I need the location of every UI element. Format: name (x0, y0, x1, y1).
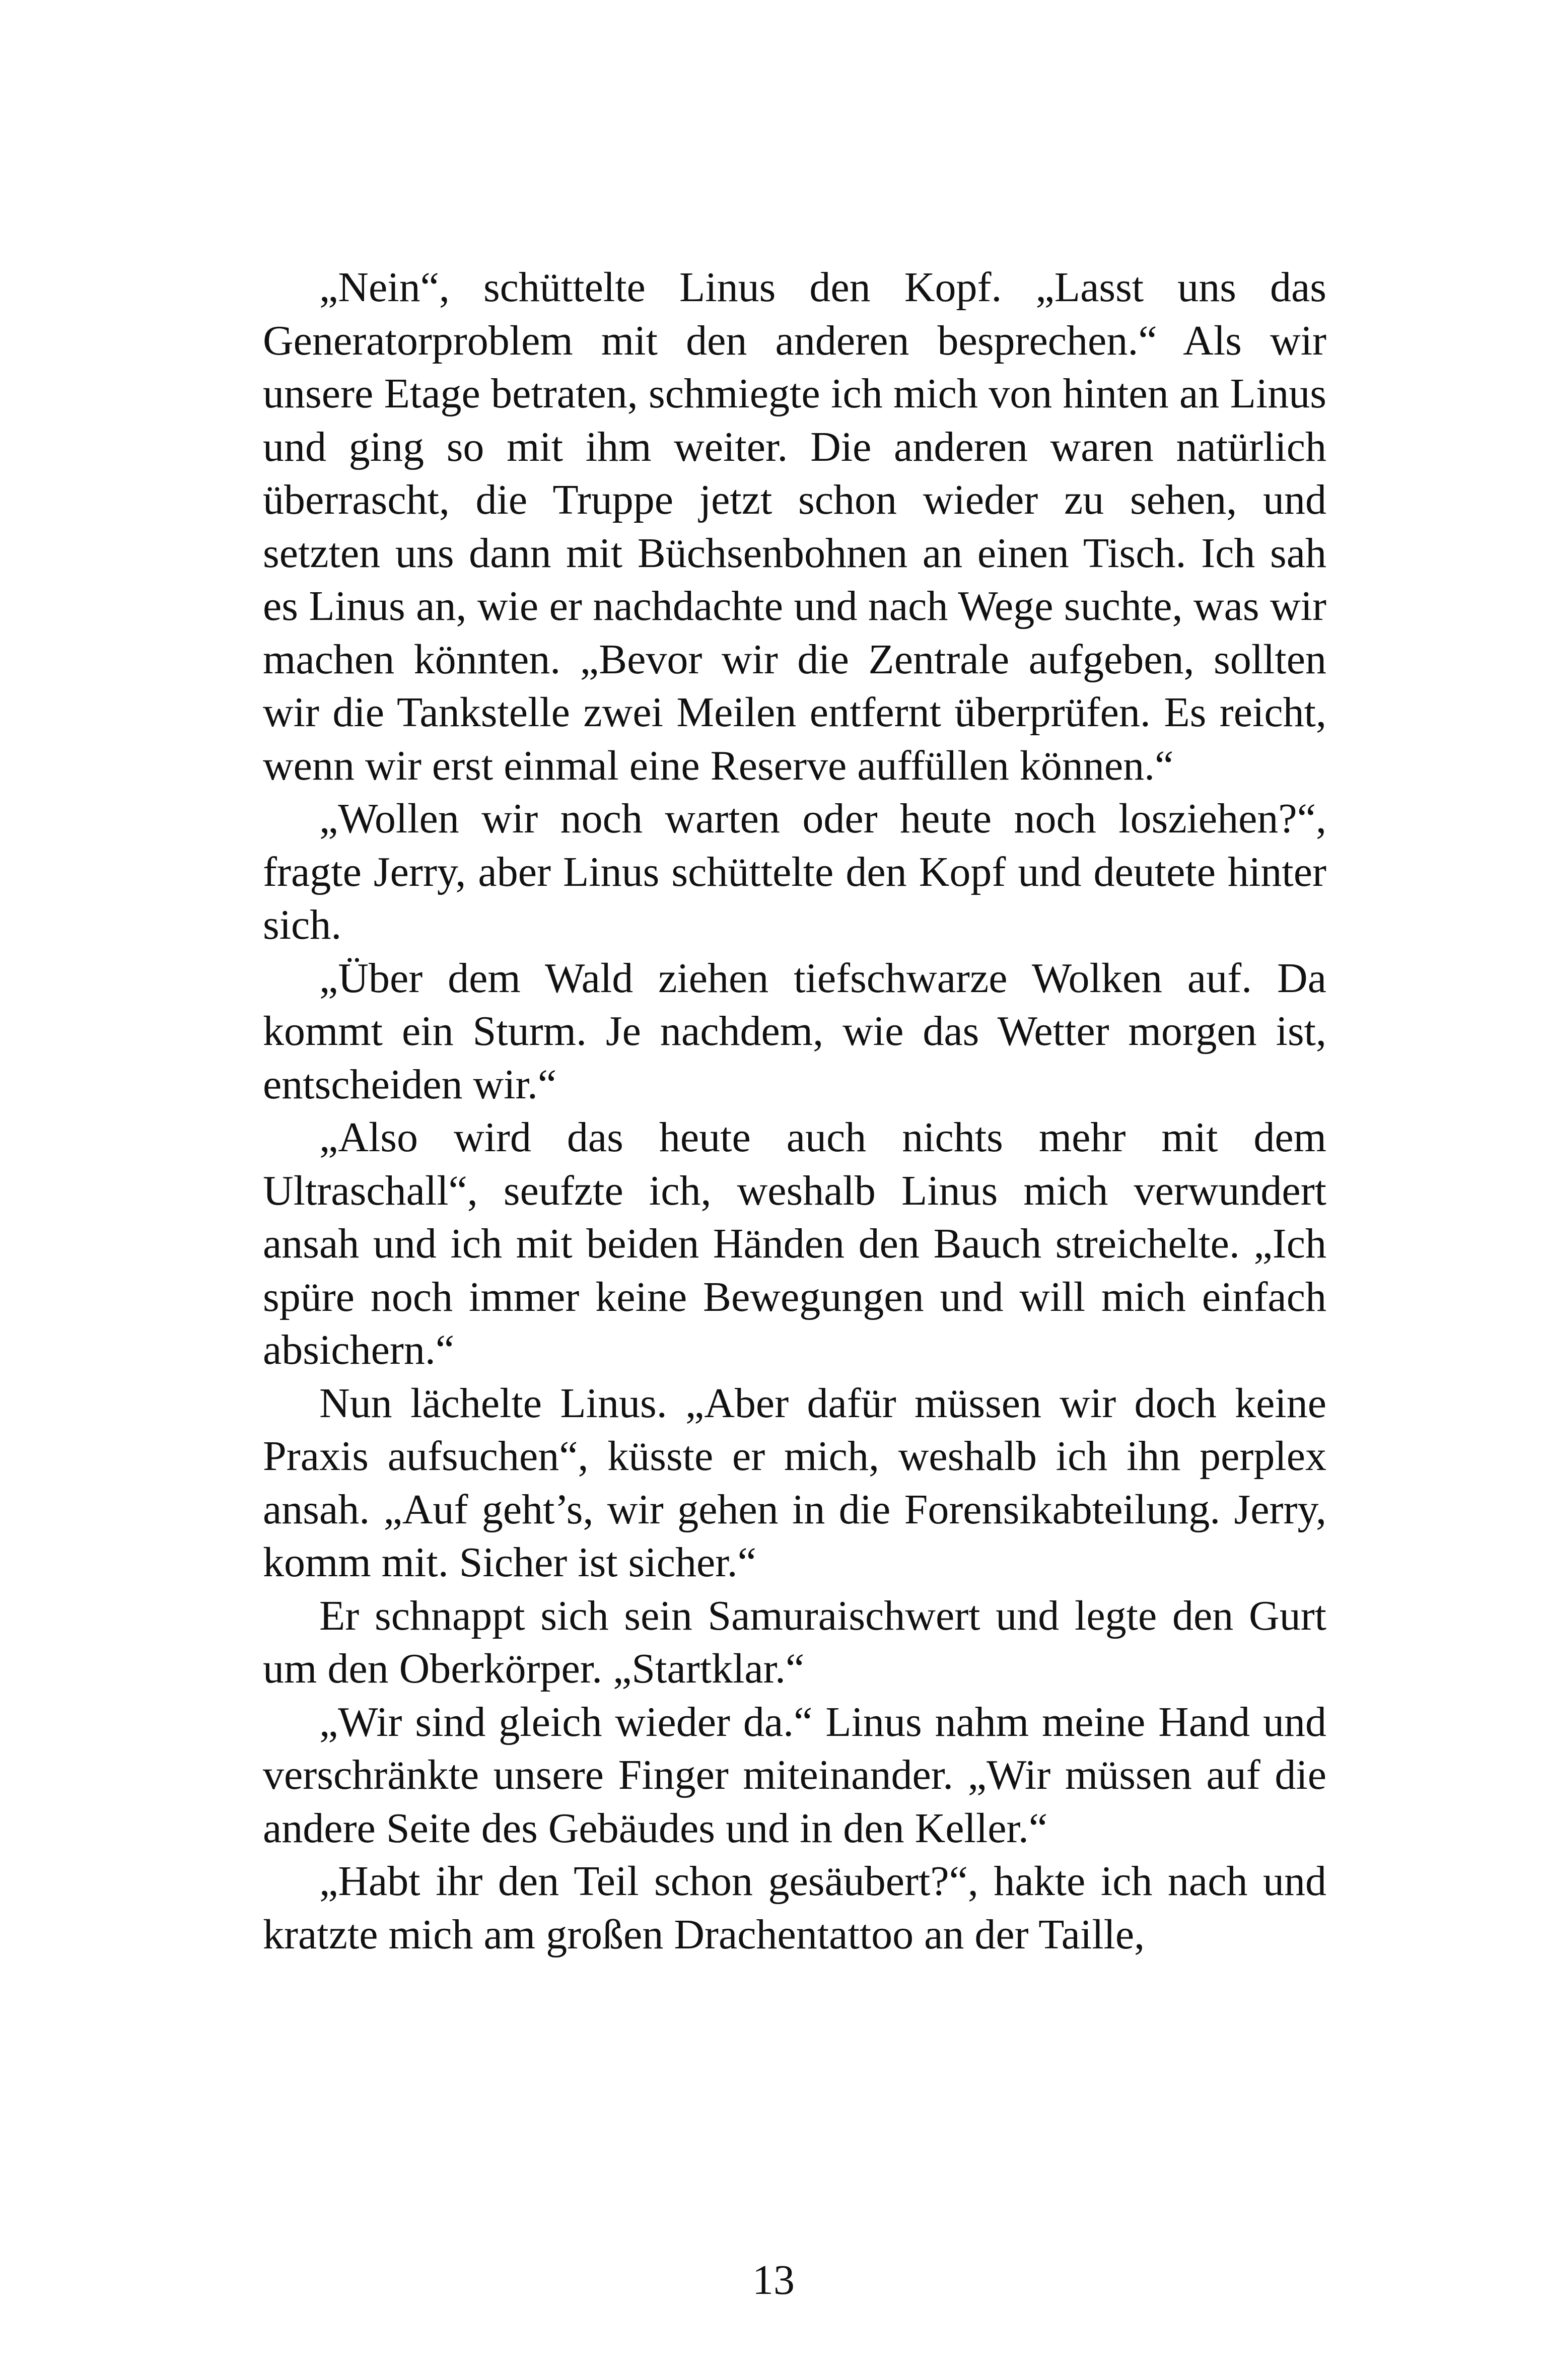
paragraph: Nun lächelte Linus. „Aber dafür müssen wir doch keine Praxis aufsuchen“, küsste er mich, weshalb ich ihn perplex ansah. „Auf geht’s, wir gehen in die Forensikabteilung. Jerry, komm mit. Sicher ist sicher.“ (263, 1379, 1326, 1586)
page-number: 13 (752, 2257, 795, 2303)
paragraph: „Wollen wir noch warten oder heute noch losziehen?“, fragte Jerry, aber Linus schüttelte den Kopf und deutete hinter sich. (263, 795, 1326, 948)
paragraph: „Über dem Wald ziehen tiefschwarze Wolken auf. Da kommt ein Sturm. Je nachdem, wie das Wetter morgen ist, entscheiden wir.“ (263, 954, 1326, 1108)
paragraph: „Nein“, schüttelte Linus den Kopf. „Lasst uns das Generatorproblem mit den anderen besprechen.“ Als wir unsere Etage betraten, schmiegte ich mich von hinten an Linus und ging so mit ihm weiter. Die anderen waren natürlich überrascht, die Truppe jetzt schon wieder zu sehen, und setzten uns dann mit Büchsenbohnen an einen Tisch. Ich sah es Linus an, wie er nachdachte und nach Wege suchte, was wir machen könnten. „Bevor wir die Zentrale aufgeben, sollten wir die Tankstelle zwei Meilen entfernt überprüfen. Es reicht, wenn wir erst einmal eine Reserve auffüllen können.“ (263, 264, 1326, 789)
paragraph: „Also wird das heute auch nichts mehr mit dem Ultraschall“, seufzte ich, weshalb Linus mich verwundert ansah und ich mit beiden Händen den Bauch streichelte. „Ich spüre noch immer keine Bewegungen und will mich einfach absichern.“ (263, 1114, 1326, 1373)
body-text (263, 261, 1326, 1961)
paragraph: „Wir sind gleich wieder da.“ Linus nahm meine Hand und verschränkte unsere Finger miteinander. „Wir müssen auf die andere Seite des Gebäudes und in den Keller.“ (263, 1698, 1326, 1852)
paragraph: „Habt ihr den Teil schon gesäubert?“, hakte ich nach und kratzte mich am großen Drachentattoo an der Taille, (263, 1858, 1326, 1958)
paragraph: Er schnappt sich sein Samuraischwert und legte den Gurt um den Oberkörper. „Startklar.“ (263, 1592, 1326, 1692)
